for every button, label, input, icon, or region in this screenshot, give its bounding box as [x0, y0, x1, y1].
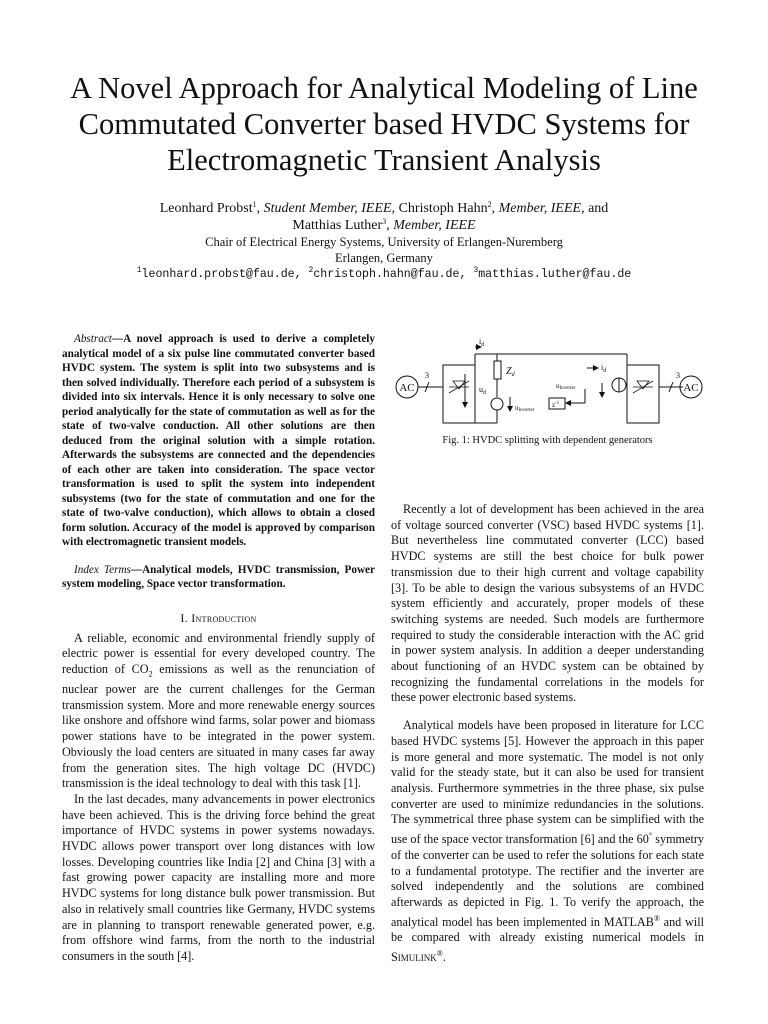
email-1-sup: 1	[136, 266, 142, 275]
phase-right-label: 3	[676, 371, 680, 380]
inverter-thyristor-icon	[633, 381, 653, 393]
right-p2-part-b: symmetry of the converter can be used to refer the solutions for each state to a fundamental prototype. The rectifier and the inverter are solved independently and the solutions are combined afterwards as depicted in Fig. 1. To verify the approach, the analytical model has been implemented in MATLAB	[391, 832, 704, 929]
index-terms	[62, 563, 375, 592]
figure-1	[391, 337, 704, 457]
email-1: leonhard.probst@fau.de	[141, 268, 295, 281]
abstract-text: A novel approach is used to derive a completely analytical model of a six pulse line commutated converter based HVDC system. The system is split into two subsystems and is then solved individually. Therefore each period of a subsystem is divided into six intervals. Hence it is only necessary to solve one period analytically for the state of commutation as well as for the state of two-valve conduction. All other solutions are then deduced from the original solution with a simple rotation. Afterwards the subsystems are connected and the dependencies of each other are taken into consideration. The space vector transformation is used to split the system into independent subsystems (two for the state of commutation and one for the state of two-valve conduction), which allows to obtain a closed form solution. Accuracy of the model is approved by comparison with electromagnetic transient models.	[62, 333, 375, 548]
author-line-1: Leonhard Probst$^1$, Student Member, IEEE, Christoph Hahn$^2$, Member, IEEE, and	[159, 200, 609, 216]
right-paragraph-1: Recently a lot of development has been achieved in the area of voltage sourced converter (VSC) based HVDC systems [1]. But nevertheless line commutated converter (LCC) based HVDC systems are still the best choice for bulk power transmission due to their high current and voltage capability [3]. To be able to design the various subsystems of an HVDC system efficiently and accurately, proper models of these switching systems are needed. Such models are furthermore required to study the considerable interaction with the AC grid in power system analysis. In addition a deeper understanding about functioning of an HVDC system can be obtained by recognizing the fundamental correlations in the models for these power electronic based systems.	[391, 502, 704, 705]
author-1-role: Student Member, IEEE	[263, 201, 392, 216]
intro-p1-part-a: A reliable, economic and environmental friendly supply of electric power is essential for every developed country. The reduction of CO	[62, 630, 375, 676]
section-title: Introduction	[191, 610, 257, 625]
abstract	[62, 332, 375, 550]
email-line: $^1$leonhard.probst@fau.de, $^2$christoph.hahn@fau.de, $^3$matthias.luther@fau.de	[136, 266, 632, 281]
author-3-name: Matthias Luther	[292, 218, 383, 233]
email-3-sup: 3	[473, 266, 479, 275]
co2-subscript: 2	[148, 669, 153, 679]
intro-paragraph-2: In the last decades, many advancements in power electronics have been achieved. This is the driving force behind the great importance of HVDC systems in power systems nowadays. HVDC allows power transport over long distances with low losses. Developing countries like India [2] and China [3] with a fast growing power capacity are installing more and more HVDC systems for long distance bulk power transmission. But also in relatively small countries like Germany, HVDC systems are in planning to transport renewable generated power, e.g. from offshore wind farms, from the north to the industrial consumers in the south [4].	[62, 791, 375, 963]
rectifier-thyristor-icon	[449, 381, 469, 393]
author-2-sup: 2	[487, 200, 492, 209]
uinverter-left-label: uInverter	[515, 404, 535, 413]
author-3-role: Member, IEEE	[393, 218, 476, 233]
author-and: and	[588, 201, 609, 216]
right-p2-part-c: and will be compared with already existing numerical models in	[391, 914, 704, 945]
abstract-label: Abstract	[74, 333, 112, 345]
email-2-sup: 2	[308, 266, 314, 275]
figure-1-caption: Fig. 1: HVDC splitting with dependent generators	[442, 435, 653, 446]
author-3-sup: 3	[382, 217, 387, 226]
left-column	[62, 332, 375, 965]
intro-p1-part-b: emissions as well as the renunciation of nuclear power are the current challenges for the German transmission system. More and more renewable energy sources like onshore and offshore wind farms, solar power and biomass power stations have to be integrated in the power system. Obviously the load centers are situated in many cases far away from the generation sites. The high voltage DC (HVDC) transmission is the ideal technology to deal with this task [1].	[62, 661, 376, 791]
title-line-2: Commutated Converter based HVDC Systems for	[78, 107, 690, 141]
index-terms-dash: —	[130, 563, 143, 576]
right-column	[391, 337, 704, 966]
registered-mark-2: ®	[436, 949, 443, 959]
right-body	[391, 502, 704, 966]
title-line-3: Electromagnetic Transient Analysis	[167, 143, 601, 177]
affiliation: Chair of Electrical Energy Systems, University of Erlangen-Nuremberg	[205, 235, 563, 249]
location: Erlangen, Germany	[335, 251, 433, 265]
ac-left-label: AC	[399, 382, 415, 394]
uinverter-right-label: uInverter	[556, 382, 576, 391]
ac-right-label: AC	[683, 382, 699, 394]
author-2-role: Member, IEEE	[498, 201, 582, 216]
author-block	[30, 200, 738, 283]
paper-title	[30, 70, 738, 178]
simulink-name: Simulink	[391, 950, 437, 965]
index-terms-label: Index Terms	[74, 563, 131, 576]
right-p2-part-a: Analytical models have been proposed in literature for LCC based HVDC systems [5]. However the approach in this paper is more general and more systematic. The model is not only valid for the steady state, but it can also be used for transient analysis. Furthermore symmetries in the three phase, six pulse converter are used to minimize redundancies in the solutions. The symmetrical three phase system can be simplified with the use of the space vector transformation [6] and the 60	[391, 718, 704, 847]
intro-paragraph-1	[62, 631, 375, 792]
author-1-name: Leonhard Probst	[159, 201, 253, 216]
dependent-voltage-source	[491, 398, 503, 410]
delay-label: $z^{-1}$	[552, 401, 560, 409]
zd-label: $Z_d$	[506, 366, 515, 378]
id-right-label: $i_d$	[601, 363, 607, 374]
inverter-box	[627, 365, 659, 423]
rectifier-box	[443, 365, 475, 423]
abstract-dash: —	[111, 333, 124, 345]
author-2-name: Christoph Hahn	[398, 201, 488, 216]
degree-symbol: °	[648, 831, 653, 841]
email-2: christoph.hahn@fau.de	[313, 268, 460, 281]
id-top-label: $i_d$	[479, 337, 485, 348]
section-numeral: I.	[180, 610, 192, 625]
ud-label: $u_d$	[479, 385, 486, 396]
index-terms-text: Analytical models, HVDC transmission, Power system modeling, Space vector transformation.	[62, 563, 375, 590]
hvdc-circuit-diagram	[391, 337, 704, 429]
title-line-1: A Novel Approach for Analytical Modeling of Line	[70, 71, 698, 105]
section-heading-introduction	[62, 611, 375, 626]
author-line-2: Matthias Luther$^3$, Member, IEEE	[292, 217, 476, 233]
right-paragraph-2	[391, 718, 704, 966]
author-1-sup: 1	[252, 200, 257, 209]
right-p2-end: .	[442, 950, 446, 965]
zd-impedance	[494, 361, 501, 379]
email-3: matthias.luther@fau.de	[478, 268, 632, 281]
phase-left-label: 3	[425, 371, 429, 380]
registered-mark-1: ®	[653, 913, 660, 923]
